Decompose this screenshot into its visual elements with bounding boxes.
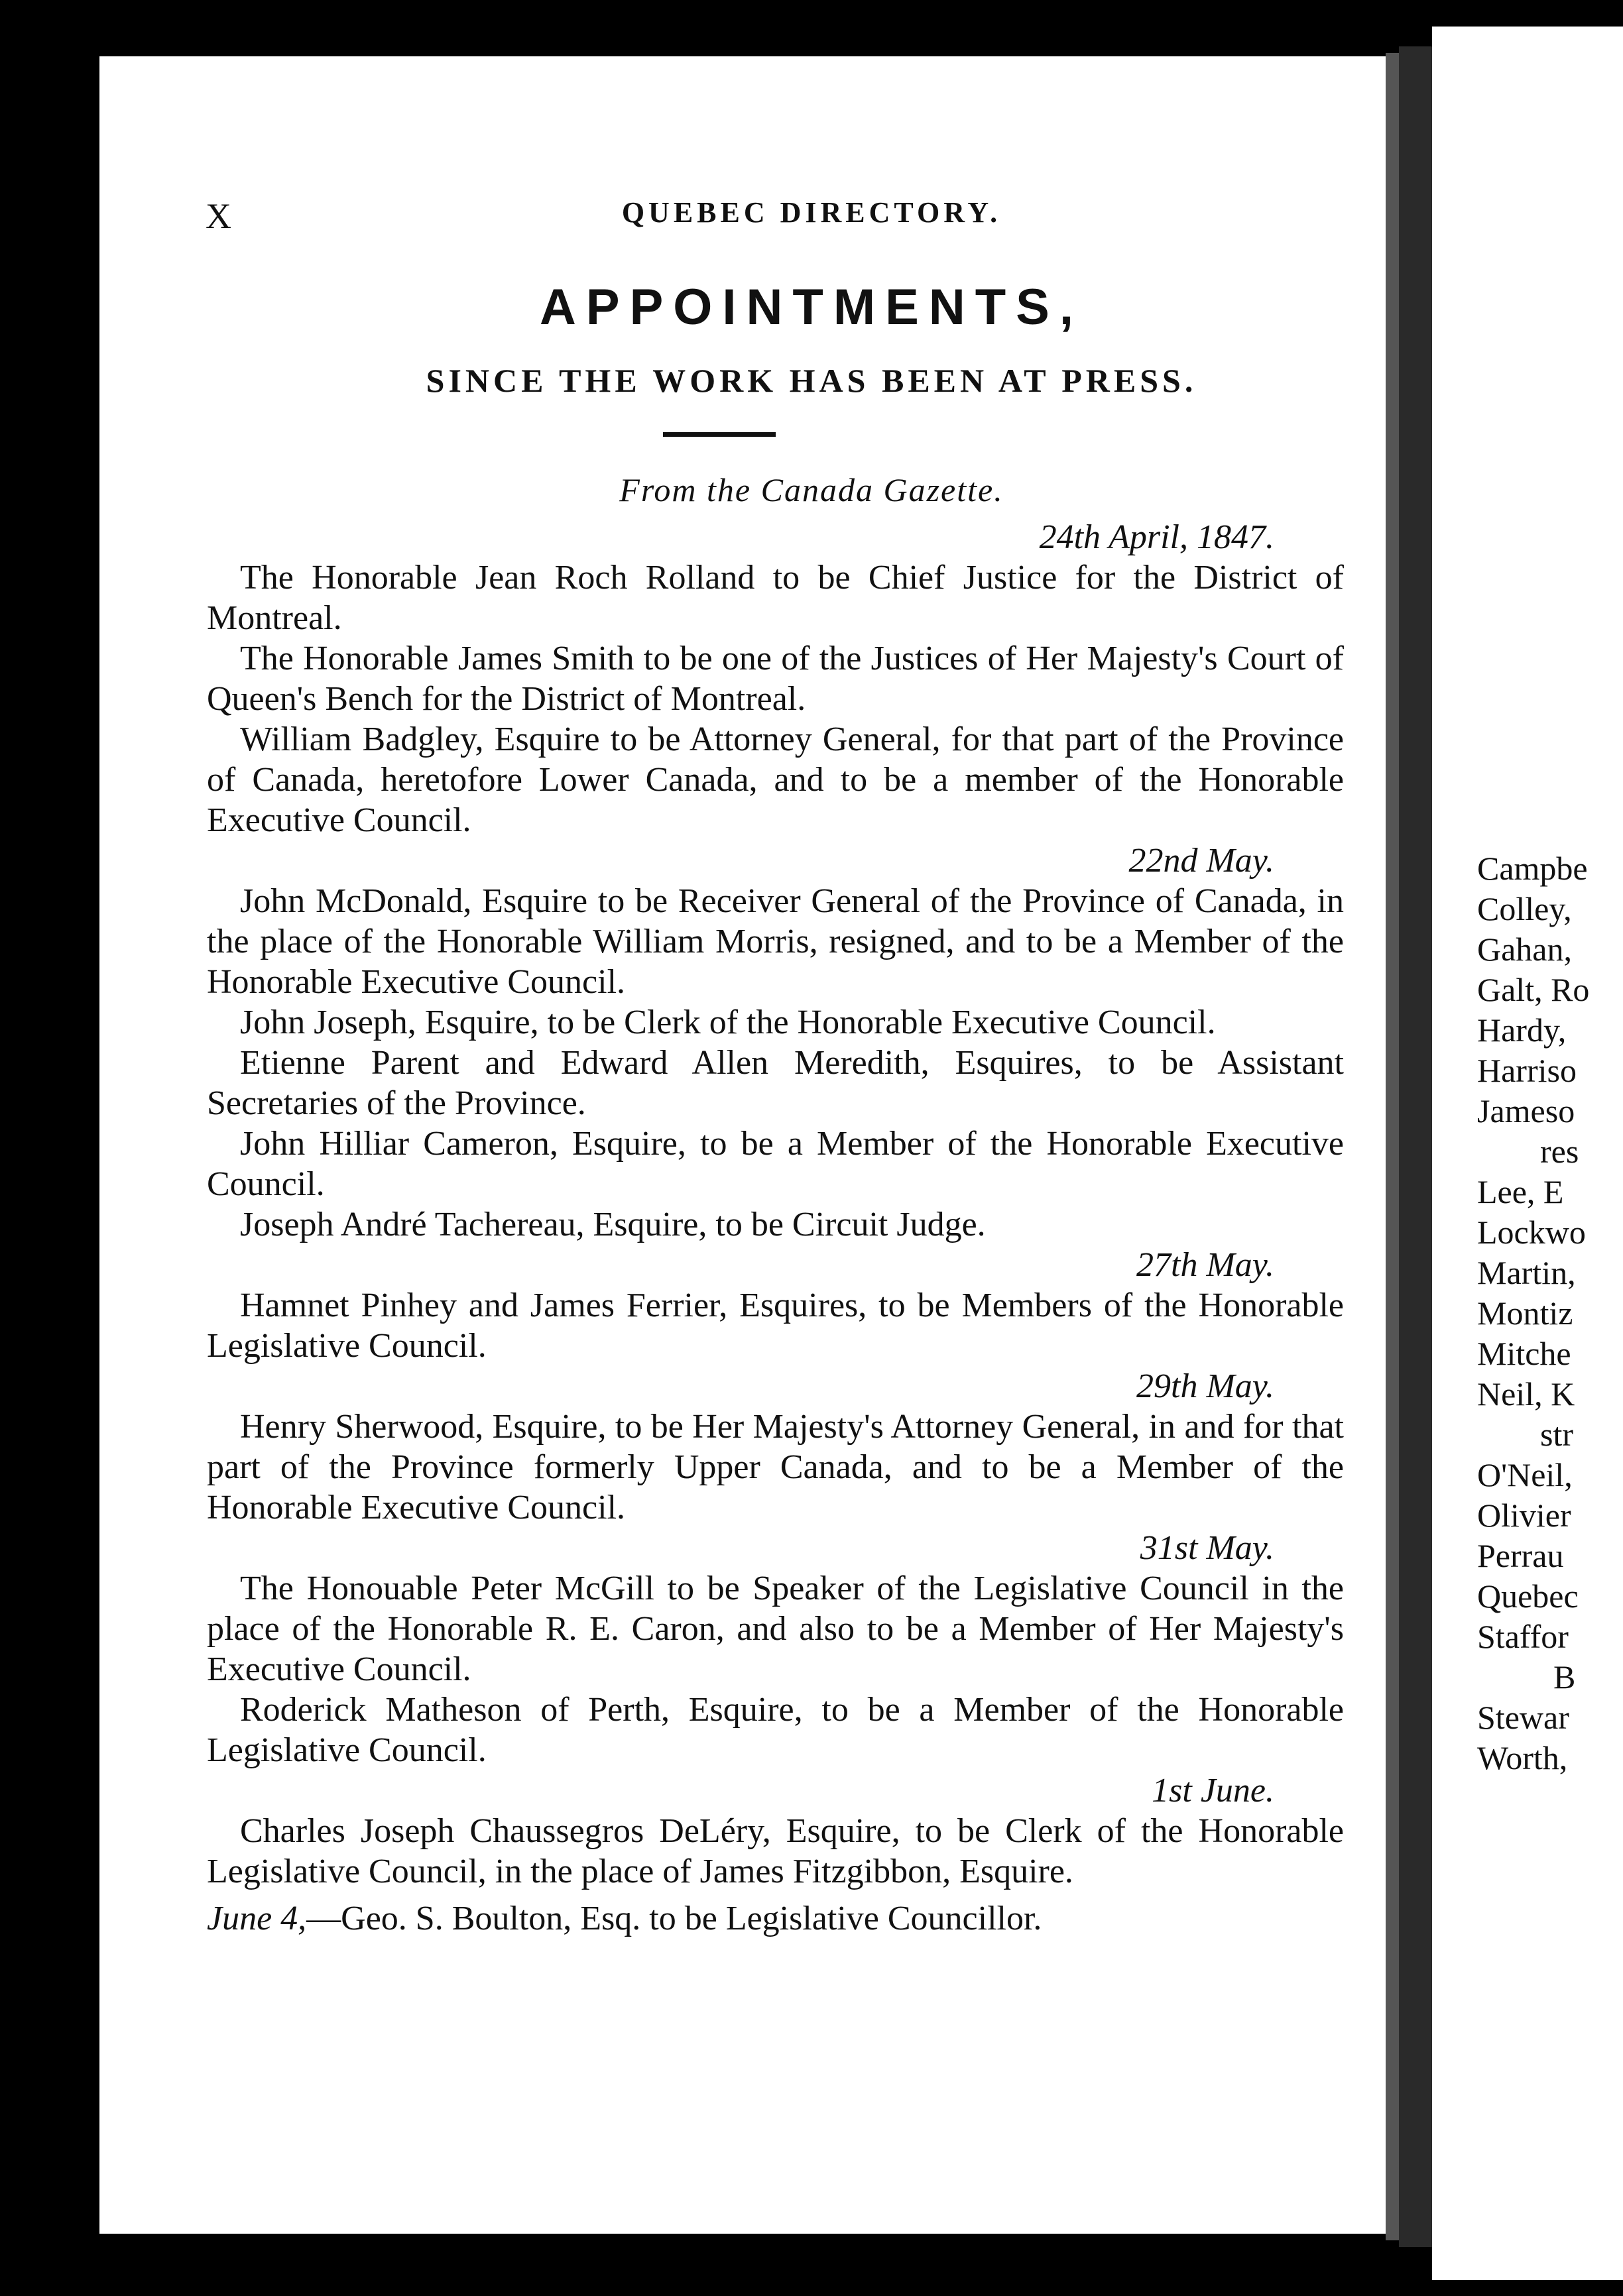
appointment-entry: William Badgley, Esquire to be Attorney General, for that part of the Province of Canada, heretofore Lower Canada, and to be a member of the Honorable Executive Council. [207, 720, 1344, 839]
appointment-entry: Hamnet Pinhey and James Ferrier, Esquires, to be Members of the Honorable Legislative Council. [207, 1287, 1344, 1365]
section-date: 1st June. [1152, 1772, 1274, 1809]
facing-line: B [1553, 1658, 1576, 1695]
facing-line: Campbe [1477, 850, 1588, 887]
running-title: QUEBEC DIRECTORY. [621, 196, 1002, 229]
final-appointment [207, 1898, 1344, 1939]
facing-line: Colley, [1477, 890, 1572, 927]
appointment-entry: The Honorable Jean Roch Rolland to be Chief Justice for the District of Montreal. [207, 559, 1344, 637]
facing-line: Neil, K [1477, 1375, 1575, 1412]
facing-line: Jameso [1477, 1092, 1575, 1129]
facing-line: Montiz [1477, 1294, 1573, 1332]
title-rule [663, 432, 776, 437]
facing-line: Mitche [1477, 1335, 1571, 1372]
section-date: 22nd May. [1128, 842, 1274, 880]
appointment-entry: Roderick Matheson of Perth, Esquire, to be a Member of the Honorable Legislative Council. [207, 1691, 1344, 1769]
appointment-entry: John Hilliar Cameron, Esquire, to be a Member of the Honorable Executive Council. [207, 1125, 1344, 1203]
facing-line: Martin, [1477, 1254, 1576, 1291]
facing-line: Hardy, [1477, 1011, 1567, 1049]
facing-line: O'Neil, [1477, 1456, 1573, 1493]
final-text: —Geo. S. Boulton, Esq. to be Legislative Councillor. [306, 1900, 1042, 1937]
facing-line: Harriso [1477, 1052, 1577, 1089]
appointment-entry: Etienne Parent and Edward Allen Meredith, Esquires, to be Assistant Secretaries of the Province. [207, 1044, 1344, 1122]
appointment-entry: The Honouable Peter McGill to be Speaker of the Legislative Council in the place of the Honorable R. E. Caron, and also to be a Member of Her Majesty's Executive Council. [207, 1570, 1344, 1688]
facing-line: Lockwo [1477, 1214, 1586, 1251]
appointment-entry: The Honorable James Smith to be one of the Justices of Her Majesty's Court of Queen's Bench for the District of Montreal. [207, 640, 1344, 718]
final-date: June 4, [207, 1900, 307, 1937]
source-line: From the Canada Gazette. [619, 471, 1004, 508]
running-head [0, 196, 1623, 235]
facing-line: Olivier [1477, 1497, 1571, 1534]
facing-line: Gahan, [1477, 931, 1572, 968]
facing-line: Perrau [1477, 1537, 1564, 1574]
appointment-entry: John Joseph, Esquire, to be Clerk of the Honorable Executive Council. [240, 1004, 1216, 1041]
facing-line: Quebec [1477, 1578, 1579, 1615]
facing-line: res [1540, 1133, 1579, 1170]
page-title: APPOINTMENTS, [540, 279, 1083, 335]
appointment-entry: John McDonald, Esquire to be Receiver General of the Province of Canada, in the place of the Honorable William Morris, resigned, and to be a Member of the Honorable Executive Council. [207, 882, 1344, 1001]
facing-line: Galt, Ro [1477, 971, 1590, 1008]
facing-line: Stewar [1477, 1699, 1569, 1736]
facing-line: str [1540, 1416, 1573, 1453]
appointment-entry: Charles Joseph Chaussegros DeLéry, Esquire, to be Clerk of the Honorable Legislative Council, in the place of James Fitzgibbon, Esquire. [207, 1812, 1344, 1890]
facing-page-column [1477, 848, 1589, 1778]
facing-line: Worth, [1477, 1739, 1568, 1776]
section-date: 24th April, 1847. [1039, 518, 1274, 556]
appointment-entry: Henry Sherwood, Esquire, to be Her Majesty's Attorney General, in and for that part of the Province formerly Upper Canada, and to be a Member of the Honorable Executive Council. [207, 1408, 1344, 1526]
page-subtitle: SINCE THE WORK HAS BEEN AT PRESS. [426, 362, 1197, 399]
section-date: 29th May. [1136, 1367, 1274, 1405]
appointment-entry: Joseph André Tachereau, Esquire, to be Circuit Judge. [240, 1206, 986, 1243]
appointments-body [207, 517, 1344, 1939]
facing-line: Lee, E [1477, 1173, 1564, 1210]
section-date: 31st May. [1140, 1529, 1274, 1567]
section-date: 27th May. [1136, 1246, 1274, 1284]
facing-line: Staffor [1477, 1618, 1569, 1655]
page-folio: X [206, 196, 234, 236]
